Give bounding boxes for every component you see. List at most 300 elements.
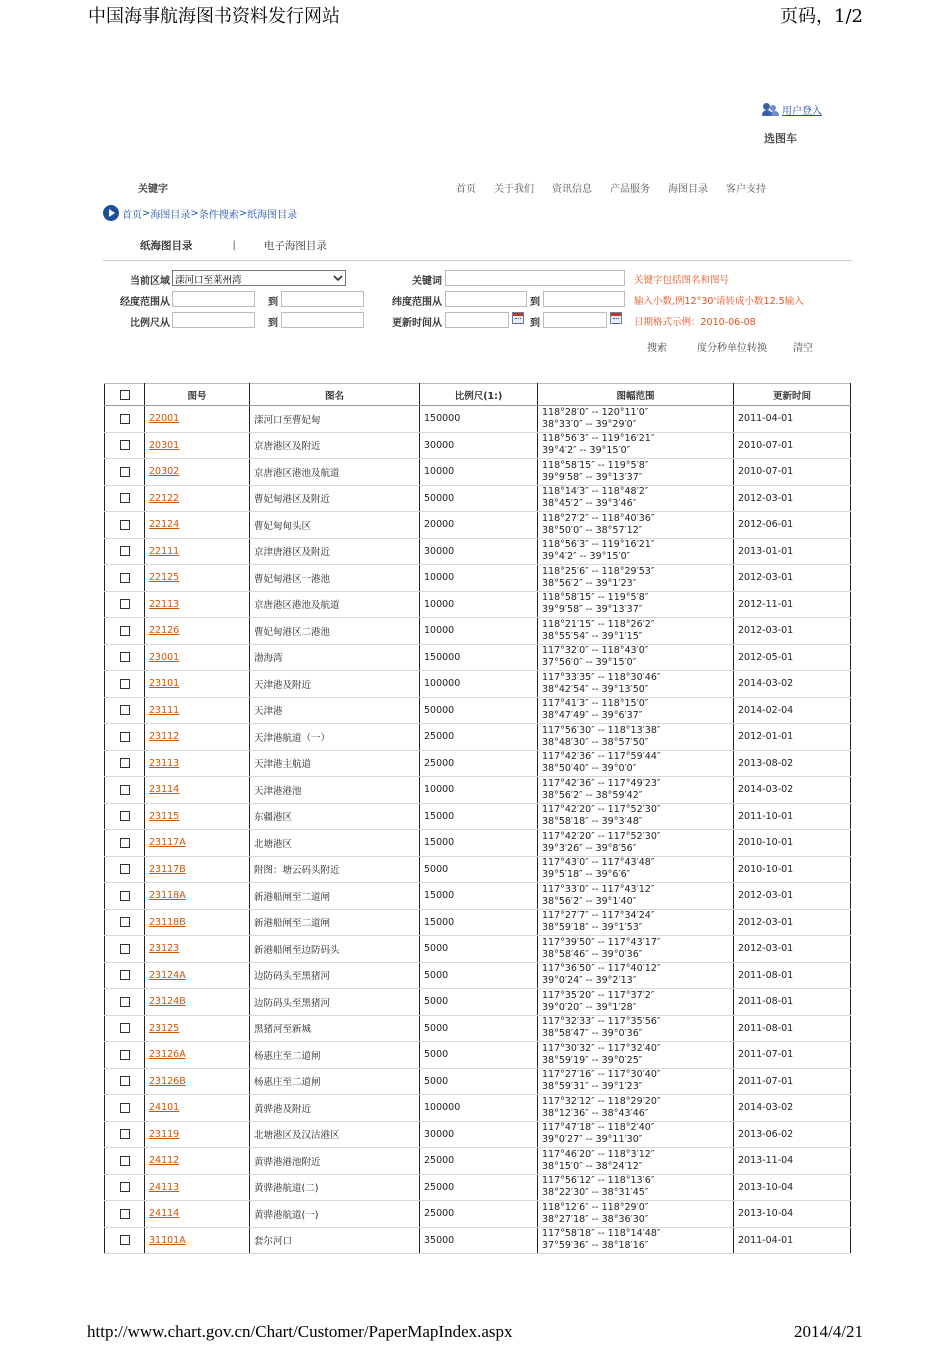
- chart-date-cell: 2014-02-04: [734, 697, 851, 724]
- table-row: [105, 565, 851, 592]
- row-checkbox[interactable]: [120, 626, 130, 636]
- chart-range-longitude: 117°42′20″ -- 117°52′30″: [542, 830, 661, 842]
- row-checkbox[interactable]: [120, 1076, 130, 1086]
- chart-code-cell: [145, 777, 250, 804]
- chart-code-cell: [145, 512, 250, 539]
- breadcrumb-catalog[interactable]: 海图目录: [150, 209, 191, 221]
- chart-range-cell: [538, 1227, 734, 1254]
- chart-range-latitude: 38°59′18″ -- 39°1′53″: [542, 922, 643, 934]
- chart-range-latitude: 38°50′0″ -- 38°57′12″: [542, 524, 643, 536]
- chart-range-cell: [538, 1148, 734, 1175]
- chart-range-cell: [538, 565, 734, 592]
- row-checkbox[interactable]: [120, 997, 130, 1007]
- chart-date-cell: 2011-07-01: [734, 1042, 851, 1069]
- chart-range-longitude: 118°28′0″ -- 120°11′0″: [542, 406, 649, 418]
- row-checkbox[interactable]: [120, 838, 130, 848]
- tab-paper-catalog[interactable]: 纸海图目录: [140, 240, 193, 252]
- chart-code-link[interactable]: 23112: [149, 731, 180, 743]
- table-row: [105, 909, 851, 936]
- chart-range-cell: [538, 618, 734, 645]
- row-select-cell: [105, 1148, 145, 1175]
- calendar-icon[interactable]: [610, 312, 622, 324]
- clear-button[interactable]: 清空: [793, 343, 813, 354]
- chart-date-cell: 2011-04-01: [734, 1227, 851, 1254]
- lon-to-input[interactable]: [281, 291, 364, 307]
- print-footer-date: 2014/4/21: [794, 1322, 863, 1341]
- chart-date-cell: 2013-08-02: [734, 750, 851, 777]
- chart-name-cell: 天津港主航道: [250, 750, 420, 777]
- chart-name-cell: 北塘港区及汉沽港区: [250, 1121, 420, 1148]
- nav-item-news[interactable]: 资讯信息: [552, 184, 592, 195]
- chart-scale-cell: 25000: [420, 1174, 538, 1201]
- chart-range-longitude: 117°33′35″ -- 118°30′46″: [542, 671, 661, 683]
- chart-range-cell: [538, 909, 734, 936]
- chart-range-latitude: 38°58′18″ -- 39°3′48″: [542, 816, 643, 828]
- chart-range-latitude: 38°58′47″ -- 39°0′36″: [542, 1028, 643, 1040]
- region-select[interactable]: [172, 270, 346, 286]
- table-header-row: [105, 384, 851, 406]
- chart-range-latitude: 39°0′20″ -- 39°1′28″: [542, 1001, 637, 1013]
- chart-date-cell: 2011-04-01: [734, 406, 851, 433]
- chart-scale-cell: 10000: [420, 565, 538, 592]
- row-select-cell: [105, 697, 145, 724]
- tab-separator: |: [232, 240, 236, 251]
- breadcrumb-paper-catalog[interactable]: 纸海图目录: [247, 209, 298, 221]
- row-select-cell: [105, 909, 145, 936]
- table-row: [105, 485, 851, 512]
- chart-code-link[interactable]: 23124B: [149, 996, 186, 1008]
- chart-range-longitude: 117°46′20″ -- 118°3′12″: [542, 1148, 655, 1160]
- chart-date-cell: 2013-01-01: [734, 538, 851, 565]
- chart-code-cell: [145, 1227, 250, 1254]
- chart-code-cell: [145, 538, 250, 565]
- chart-code-link[interactable]: 23125: [149, 1022, 180, 1034]
- chart-range-cell: [538, 432, 734, 459]
- chart-scale-cell: 50000: [420, 485, 538, 512]
- chart-date-cell: 2014-03-02: [734, 1095, 851, 1122]
- row-select-cell: [105, 538, 145, 565]
- chart-name-cell: 套尔河口: [250, 1227, 420, 1254]
- row-checkbox[interactable]: [120, 891, 130, 901]
- breadcrumb-search[interactable]: 条件搜索: [198, 209, 239, 221]
- chart-code-link[interactable]: 23114: [149, 784, 180, 796]
- chart-code-cell: [145, 1095, 250, 1122]
- breadcrumb-separator: >: [142, 207, 151, 219]
- chart-name-cell: 新港船闸至边防码头: [250, 936, 420, 963]
- chart-date-cell: 2012-03-01: [734, 883, 851, 910]
- chart-scale-cell: 5000: [420, 962, 538, 989]
- search-button[interactable]: 搜索: [647, 343, 667, 354]
- row-checkbox[interactable]: [120, 440, 130, 450]
- chart-date-cell: 2012-01-01: [734, 724, 851, 751]
- column-header-date[interactable]: 更新时间: [734, 384, 851, 406]
- date-to-input[interactable]: [543, 312, 607, 328]
- table-row: [105, 1174, 851, 1201]
- chart-code-link[interactable]: 23117A: [149, 837, 186, 849]
- column-header-name[interactable]: 图名: [250, 384, 420, 406]
- chart-range-cell: [538, 856, 734, 883]
- chart-code-link[interactable]: 23001: [149, 651, 180, 663]
- chart-code-cell: [145, 618, 250, 645]
- chart-code-cell: [145, 936, 250, 963]
- chart-range-longitude: 117°32′12″ -- 118°29′20″: [542, 1095, 661, 1107]
- table-row: [105, 856, 851, 883]
- chart-code-link[interactable]: 23111: [149, 704, 180, 716]
- row-checkbox[interactable]: [120, 864, 130, 874]
- row-checkbox[interactable]: [120, 546, 130, 556]
- scale-from-input[interactable]: [172, 312, 255, 328]
- table-row: [105, 830, 851, 857]
- chart-scale-cell: 10000: [420, 618, 538, 645]
- chart-name-cell: 曹妃甸港区二港池: [250, 618, 420, 645]
- chart-range-latitude: 38°27′18″ -- 38°36′30″: [542, 1213, 649, 1225]
- row-checkbox[interactable]: [120, 652, 130, 662]
- nav-item-catalog[interactable]: 海图目录: [668, 184, 708, 195]
- chart-range-latitude: 37°56′0″ -- 39°15′0″: [542, 657, 637, 669]
- chart-range-cell: [538, 777, 734, 804]
- row-checkbox[interactable]: [120, 467, 130, 477]
- chart-range-latitude: 38°45′2″ -- 39°3′46″: [542, 498, 637, 510]
- row-select-cell: [105, 618, 145, 645]
- row-checkbox[interactable]: [120, 705, 130, 715]
- chart-range-longitude: 117°27′7″ -- 117°34′24″: [542, 910, 655, 922]
- lat-hint: 输入小数,例12°30'请转成小数12.5输入: [634, 296, 804, 307]
- chart-scale-cell: 25000: [420, 1148, 538, 1175]
- chart-code-link[interactable]: 23126B: [149, 1075, 186, 1087]
- row-checkbox[interactable]: [120, 811, 130, 821]
- chart-name-cell: 黄骅港港池附近: [250, 1148, 420, 1175]
- table-row: [105, 591, 851, 618]
- chart-code-cell: [145, 883, 250, 910]
- chevron-down-icon: [333, 273, 343, 283]
- row-checkbox[interactable]: [120, 917, 130, 927]
- table-row: [105, 803, 851, 830]
- chart-range-cell: [538, 538, 734, 565]
- chart-scale-cell: 100000: [420, 1095, 538, 1122]
- chart-code-cell: [145, 459, 250, 486]
- chart-name-cell: 京唐港区港池及航道: [250, 459, 420, 486]
- breadcrumb-home[interactable]: 首页: [122, 209, 142, 221]
- date-hint: 日期格式示例：2010-06-08: [634, 317, 756, 328]
- chart-range-latitude: 39°4′2″ -- 39°15′0″: [542, 445, 631, 457]
- login-link[interactable]: 用户登入: [782, 106, 822, 117]
- chart-date-cell: 2012-03-01: [734, 565, 851, 592]
- chart-date-cell: 2014-03-02: [734, 671, 851, 698]
- chart-range-cell: [538, 750, 734, 777]
- chart-range-latitude: 38°58′46″ -- 39°0′36″: [542, 948, 643, 960]
- date-to-label: 到: [530, 318, 540, 329]
- lon-from-input[interactable]: [172, 291, 255, 307]
- chart-range-longitude: 118°56′3″ -- 119°16′21″: [542, 433, 655, 445]
- chart-code-link[interactable]: 23126A: [149, 1049, 186, 1061]
- chart-code-link[interactable]: 24101: [149, 1102, 180, 1114]
- chart-scale-cell: 100000: [420, 671, 538, 698]
- chart-range-longitude: 117°42′20″ -- 117°52′30″: [542, 804, 661, 816]
- chart-range-latitude: 38°42′54″ -- 39°13′50″: [542, 683, 649, 695]
- chart-code-link[interactable]: 23124A: [149, 969, 186, 981]
- chart-date-cell: 2012-11-01: [734, 591, 851, 618]
- row-checkbox[interactable]: [120, 414, 130, 424]
- chart-scale-cell: 5000: [420, 936, 538, 963]
- chart-date-cell: 2011-10-01: [734, 803, 851, 830]
- lat-from-input[interactable]: [445, 291, 527, 307]
- chart-code-link[interactable]: 22001: [149, 413, 180, 425]
- chart-range-longitude: 117°36′50″ -- 117°40′12″: [542, 963, 661, 975]
- row-checkbox[interactable]: [120, 732, 130, 742]
- table-row: [105, 432, 851, 459]
- chart-code-cell: [145, 724, 250, 751]
- chart-range-latitude: 38°56′2″ -- 38°59′42″: [542, 789, 643, 801]
- chart-code-cell: [145, 803, 250, 830]
- row-select-cell: [105, 644, 145, 671]
- column-header-range[interactable]: 图幅范围: [538, 384, 734, 406]
- chart-range-cell: [538, 830, 734, 857]
- chart-range-cell: [538, 936, 734, 963]
- chart-name-cell: 杨惠庄至二道闸: [250, 1068, 420, 1095]
- row-checkbox[interactable]: [120, 1156, 130, 1166]
- keyword-field-label: 关键词: [412, 276, 442, 287]
- chart-code-link[interactable]: 22125: [149, 572, 180, 584]
- chart-date-cell: 2010-07-01: [734, 432, 851, 459]
- table-row: [105, 936, 851, 963]
- chart-range-latitude: 37°59′36″ -- 38°18′16″: [542, 1240, 649, 1252]
- table-row: [105, 750, 851, 777]
- row-select-cell: [105, 830, 145, 857]
- row-checkbox[interactable]: [120, 1182, 130, 1192]
- chart-code-cell: [145, 909, 250, 936]
- table-row: [105, 1201, 851, 1228]
- chart-name-cell: 天津港航道（一）: [250, 724, 420, 751]
- chart-code-link[interactable]: 31101A: [149, 1234, 186, 1246]
- row-checkbox[interactable]: [120, 758, 130, 768]
- row-checkbox[interactable]: [120, 1023, 130, 1033]
- chart-name-cell: 京唐港区及附近: [250, 432, 420, 459]
- chart-range-latitude: 39°5′18″ -- 39°6′6″: [542, 869, 631, 881]
- nav-item-products[interactable]: 产品服务: [610, 184, 650, 195]
- catalog-tabs: [140, 238, 327, 253]
- chart-code-cell: [145, 432, 250, 459]
- row-checkbox[interactable]: [120, 785, 130, 795]
- chart-range-longitude: 118°25′6″ -- 118°29′53″: [542, 565, 655, 577]
- table-row: [105, 962, 851, 989]
- row-select-cell: [105, 1068, 145, 1095]
- region-select-value: 滦河口至莱州湾: [175, 275, 242, 286]
- lat-to-input[interactable]: [543, 291, 625, 307]
- table-body: [105, 406, 851, 1254]
- table-row: [105, 724, 851, 751]
- top-nav: [456, 180, 784, 195]
- row-checkbox[interactable]: [120, 1129, 130, 1139]
- row-select-cell: [105, 1227, 145, 1254]
- chart-range-longitude: 117°56′12″ -- 118°13′6″: [542, 1175, 655, 1187]
- chart-range-longitude: 118°27′2″ -- 118°40′36″: [542, 512, 655, 524]
- chart-code-link[interactable]: 23117B: [149, 863, 186, 875]
- table-row: [105, 644, 851, 671]
- chart-code-cell: [145, 962, 250, 989]
- row-checkbox[interactable]: [120, 970, 130, 980]
- chart-range-longitude: 117°42′36″ -- 117°49′23″: [542, 777, 661, 789]
- chart-range-cell: [538, 989, 734, 1016]
- chart-range-longitude: 118°12′6″ -- 118°29′0″: [542, 1201, 649, 1213]
- chart-code-cell: [145, 644, 250, 671]
- table-row: [105, 1227, 851, 1254]
- chart-scale-cell: 30000: [420, 1121, 538, 1148]
- calendar-icon[interactable]: [512, 312, 524, 324]
- scale-to-input[interactable]: [281, 312, 364, 328]
- chart-code-link[interactable]: 24113: [149, 1181, 180, 1193]
- chart-code-link[interactable]: 24114: [149, 1208, 180, 1220]
- chart-code-link[interactable]: 23118B: [149, 916, 186, 928]
- row-select-cell: [105, 565, 145, 592]
- chart-date-cell: 2011-07-01: [734, 1068, 851, 1095]
- chart-date-cell: 2012-05-01: [734, 644, 851, 671]
- chart-code-cell: [145, 989, 250, 1016]
- chart-name-cell: 附图：塘云码头附近: [250, 856, 420, 883]
- print-header-page: 页码，1/2: [780, 6, 863, 27]
- chart-scale-cell: 15000: [420, 909, 538, 936]
- chart-range-latitude: 39°0′27″ -- 39°11′30″: [542, 1134, 643, 1146]
- table-row: [105, 697, 851, 724]
- chart-code-link[interactable]: 22126: [149, 625, 180, 637]
- chart-date-cell: 2013-11-04: [734, 1148, 851, 1175]
- row-checkbox[interactable]: [120, 1209, 130, 1219]
- login-box: [762, 102, 822, 117]
- date-from-input[interactable]: [445, 312, 509, 328]
- table-row: [105, 459, 851, 486]
- row-checkbox[interactable]: [120, 1103, 130, 1113]
- row-checkbox[interactable]: [120, 944, 130, 954]
- chart-code-cell: [145, 750, 250, 777]
- chart-results-table: [104, 383, 851, 1254]
- nav-item-support[interactable]: 客户支持: [726, 184, 766, 195]
- row-select-cell: [105, 512, 145, 539]
- row-select-cell: [105, 1201, 145, 1228]
- chart-range-cell: [538, 1015, 734, 1042]
- nav-item-about[interactable]: 关于我们: [494, 184, 534, 195]
- keyword-input[interactable]: [445, 270, 625, 286]
- chart-name-cell: 天津港及附近: [250, 671, 420, 698]
- row-checkbox[interactable]: [120, 1235, 130, 1245]
- chart-code-link[interactable]: 22122: [149, 492, 180, 504]
- row-checkbox[interactable]: [120, 599, 130, 609]
- chart-range-latitude: 38°59′19″ -- 39°0′25″: [542, 1054, 643, 1066]
- chart-code-cell: [145, 565, 250, 592]
- chart-date-cell: 2013-06-02: [734, 1121, 851, 1148]
- chart-range-cell: [538, 1095, 734, 1122]
- chart-range-latitude: 39°9′58″ -- 39°13′37″: [542, 471, 643, 483]
- chart-code-link[interactable]: 20301: [149, 439, 180, 451]
- chart-range-cell: [538, 1042, 734, 1069]
- chart-scale-cell: 15000: [420, 830, 538, 857]
- row-checkbox[interactable]: [120, 573, 130, 583]
- row-select-cell: [105, 1121, 145, 1148]
- chart-range-latitude: 38°56′2″ -- 39°1′23″: [542, 577, 637, 589]
- chart-date-cell: 2013-10-04: [734, 1174, 851, 1201]
- row-checkbox[interactable]: [120, 1050, 130, 1060]
- scale-to-label: 到: [268, 318, 278, 329]
- chart-date-cell: 2011-08-01: [734, 989, 851, 1016]
- table-row: [105, 671, 851, 698]
- chart-code-link[interactable]: 23119: [149, 1128, 180, 1140]
- chart-range-cell: [538, 485, 734, 512]
- chart-scale-cell: 150000: [420, 406, 538, 433]
- chart-name-cell: 边防码头至黑猪河: [250, 989, 420, 1016]
- tab-electronic-catalog[interactable]: 电子海图目录: [263, 240, 327, 252]
- chart-code-link[interactable]: 22124: [149, 519, 180, 531]
- keyword-hint: 关键字包括图名和图号: [634, 275, 730, 286]
- chart-scale-cell: 5000: [420, 1015, 538, 1042]
- chart-range-longitude: 117°32′33″ -- 117°35′56″: [542, 1016, 661, 1028]
- lat-label: 纬度范围从: [392, 297, 442, 308]
- breadcrumb-separator: >: [238, 207, 248, 219]
- chart-scale-cell: 10000: [420, 591, 538, 618]
- chart-code-link[interactable]: 20302: [149, 466, 180, 478]
- row-checkbox[interactable]: [120, 520, 130, 530]
- chart-date-cell: 2010-07-01: [734, 459, 851, 486]
- chart-range-cell: [538, 1068, 734, 1095]
- chart-range-longitude: 118°58′15″ -- 119°5′8″: [542, 459, 649, 471]
- lon-to-label: 到: [268, 297, 278, 308]
- chart-range-latitude: 38°22′30″ -- 38°31′45″: [542, 1187, 649, 1199]
- chart-code-link[interactable]: 23101: [149, 678, 180, 690]
- chart-range-longitude: 117°42′36″ -- 117°59′44″: [542, 751, 661, 763]
- column-header-scale[interactable]: 比例尺(1:): [420, 384, 538, 406]
- chart-code-cell: [145, 1042, 250, 1069]
- column-header-code[interactable]: 图号: [145, 384, 250, 406]
- table-row: [105, 1148, 851, 1175]
- chart-name-cell: 黄骅港及附近: [250, 1095, 420, 1122]
- user-icon: [762, 103, 780, 117]
- select-all-checkbox[interactable]: [120, 390, 130, 400]
- chart-code-link[interactable]: 24112: [149, 1155, 180, 1167]
- chart-code-link[interactable]: 22111: [149, 545, 180, 557]
- chart-range-latitude: 38°15′0″ -- 38°24′12″: [542, 1160, 643, 1172]
- chart-code-link[interactable]: 23123: [149, 943, 180, 955]
- chart-name-cell: 京唐港区港池及航道: [250, 591, 420, 618]
- chart-code-cell: [145, 830, 250, 857]
- table-row: [105, 1068, 851, 1095]
- unit-convert-button[interactable]: 度分秒单位转换: [697, 343, 767, 354]
- row-select-cell: [105, 1042, 145, 1069]
- chart-code-cell: [145, 1148, 250, 1175]
- chart-range-cell: [538, 1201, 734, 1228]
- chart-name-cell: 曹妃甸港区一港池: [250, 565, 420, 592]
- chart-range-cell: [538, 1121, 734, 1148]
- chart-scale-cell: 15000: [420, 883, 538, 910]
- chart-code-cell: [145, 1015, 250, 1042]
- chart-code-link[interactable]: 23113: [149, 757, 180, 769]
- chart-name-cell: 黄骅港航道(二): [250, 1174, 420, 1201]
- chart-code-link[interactable]: 22113: [149, 598, 180, 610]
- row-select-cell: [105, 1015, 145, 1042]
- chart-code-link[interactable]: 23118A: [149, 890, 186, 902]
- chart-name-cell: 东疆港区: [250, 803, 420, 830]
- row-checkbox[interactable]: [120, 679, 130, 689]
- chart-scale-cell: 5000: [420, 856, 538, 883]
- nav-item-home[interactable]: 首页: [456, 184, 476, 195]
- chart-range-longitude: 117°32′0″ -- 118°43′0″: [542, 645, 649, 657]
- chart-name-cell: 新港船闸至二道闸: [250, 909, 420, 936]
- chart-range-longitude: 117°41′3″ -- 118°15′0″: [542, 698, 649, 710]
- cart-link[interactable]: 选图车: [764, 132, 797, 145]
- chart-code-link[interactable]: 23115: [149, 810, 180, 822]
- chart-date-cell: 2011-08-01: [734, 962, 851, 989]
- chart-scale-cell: 25000: [420, 750, 538, 777]
- chart-range-cell: [538, 406, 734, 433]
- breadcrumb: [103, 205, 297, 221]
- chart-range-longitude: 118°21′15″ -- 118°26′2″: [542, 618, 655, 630]
- row-checkbox[interactable]: [120, 493, 130, 503]
